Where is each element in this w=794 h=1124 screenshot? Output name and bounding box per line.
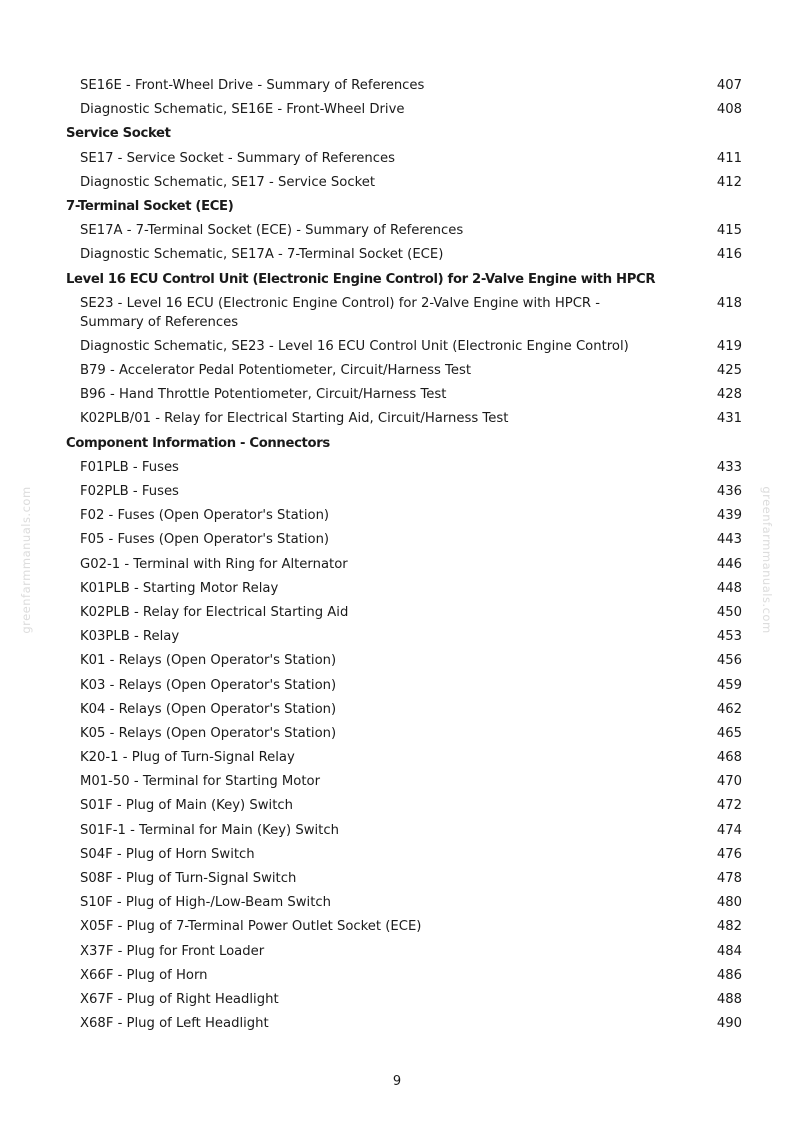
watermark-left: greenfarmmanuals.com xyxy=(19,486,33,634)
toc-entry[interactable] xyxy=(66,869,742,888)
toc-entry-page: 418 xyxy=(716,295,742,311)
toc-entry[interactable] xyxy=(66,772,742,791)
toc-entry[interactable] xyxy=(66,409,742,428)
toc-entry-title: 7-Terminal Socket (ECE) xyxy=(66,198,234,214)
toc-entry-title: X67F - Plug of Right Headlight xyxy=(80,991,279,1007)
toc-entry[interactable] xyxy=(66,627,742,646)
toc-entry-title: Diagnostic Schematic, SE17A - 7-Terminal Socket (ECE) xyxy=(80,247,444,263)
toc-entry-page: 465 xyxy=(716,725,742,741)
toc-entry[interactable] xyxy=(66,530,742,549)
toc-entry-page: 433 xyxy=(716,459,742,475)
toc-entry-title: X66F - Plug of Horn xyxy=(80,967,208,983)
toc-entry[interactable] xyxy=(66,942,742,961)
toc-entry-page: 480 xyxy=(716,895,742,911)
toc-entry-page: 448 xyxy=(716,580,742,596)
table-of-contents xyxy=(66,76,742,1038)
page-number: 9 xyxy=(392,1074,402,1089)
toc-entry-title: S04F - Plug of Horn Switch xyxy=(80,846,255,862)
toc-entry-title: F05 - Fuses (Open Operator's Station) xyxy=(80,532,330,548)
toc-entry[interactable] xyxy=(66,917,742,936)
toc-entry-title: S08F - Plug of Turn-Signal Switch xyxy=(80,871,297,886)
toc-entry[interactable] xyxy=(66,221,742,240)
toc-entry[interactable] xyxy=(66,1014,742,1033)
toc-entry[interactable] xyxy=(66,506,742,525)
toc-entry-title: SE23 - Level 16 ECU (Electronic Engine Control) for 2-Valve Engine with HPCR - Summary of References xyxy=(80,295,601,330)
toc-entry-page: 484 xyxy=(716,943,742,959)
toc-entry-title: X68F - Plug of Left Headlight xyxy=(80,1016,269,1032)
toc-entry[interactable] xyxy=(66,893,742,912)
toc-entry-title: SE16E - Front-Wheel Drive - Summary of References xyxy=(80,78,425,93)
toc-entry[interactable] xyxy=(66,990,742,1009)
toc-entry-title: F02PLB - Fuses xyxy=(80,484,179,499)
toc-entry-title: Level 16 ECU Control Unit (Electronic Engine Control) for 2-Valve Engine with HPCR xyxy=(66,271,656,287)
toc-entry-title: M01-50 - Terminal for Starting Motor xyxy=(80,774,320,790)
toc-entry-title: Service Socket xyxy=(66,126,171,142)
toc-entry[interactable] xyxy=(66,337,742,356)
toc-entry-title: K20-1 - Plug of Turn-Signal Relay xyxy=(80,750,295,766)
toc-entry-page: 431 xyxy=(716,411,742,427)
toc-entry-page: 428 xyxy=(716,387,742,403)
toc-entry-page: 459 xyxy=(716,677,742,693)
toc-entry[interactable] xyxy=(66,173,742,192)
toc-entry-page: 415 xyxy=(716,223,742,239)
toc-entry-page: 453 xyxy=(716,629,742,645)
toc-entry[interactable] xyxy=(66,361,742,380)
toc-entry[interactable] xyxy=(66,651,742,670)
toc-entry-page: 476 xyxy=(716,846,742,862)
toc-entry[interactable] xyxy=(66,294,742,332)
toc-entry[interactable] xyxy=(66,821,742,840)
toc-entry[interactable] xyxy=(66,700,742,719)
toc-entry-page: 443 xyxy=(716,532,742,548)
toc-entry-title: Component Information - Connectors xyxy=(66,435,330,451)
toc-section-heading xyxy=(66,434,742,453)
toc-entry-title: K01 - Relays (Open Operator's Station) xyxy=(80,653,337,669)
toc-entry-page: 482 xyxy=(716,919,742,935)
watermark-right: greenfarmmanuals.com xyxy=(760,486,774,634)
toc-entry-page: 407 xyxy=(716,78,742,93)
toc-entry[interactable] xyxy=(66,76,742,95)
toc-entry-page: 450 xyxy=(716,604,742,620)
toc-entry[interactable] xyxy=(66,676,742,695)
toc-entry-page: 474 xyxy=(716,822,742,838)
toc-entry[interactable] xyxy=(66,555,742,574)
toc-entry-page: 411 xyxy=(716,150,742,166)
toc-entry[interactable] xyxy=(66,385,742,404)
toc-entry-title: S01F-1 - Terminal for Main (Key) Switch xyxy=(80,822,339,838)
toc-entry-page: 478 xyxy=(716,871,742,886)
toc-entry[interactable] xyxy=(66,149,742,168)
toc-entry-page: 456 xyxy=(716,653,742,669)
toc-entry[interactable] xyxy=(66,482,742,501)
toc-entry[interactable] xyxy=(66,458,742,477)
toc-entry-title: S01F - Plug of Main (Key) Switch xyxy=(80,798,293,814)
toc-entry-title: SE17A - 7-Terminal Socket (ECE) - Summary of References xyxy=(80,223,464,239)
toc-entry-title: X37F - Plug for Front Loader xyxy=(80,943,265,959)
toc-entry-title: K01PLB - Starting Motor Relay xyxy=(80,580,279,596)
toc-entry-title: K05 - Relays (Open Operator's Station) xyxy=(80,725,337,741)
toc-entry-page: 468 xyxy=(716,750,742,766)
toc-entry-page: 436 xyxy=(716,484,742,499)
toc-entry-title: Diagnostic Schematic, SE23 - Level 16 ECU Control Unit (Electronic Engine Control) xyxy=(80,338,629,354)
toc-entry-page: 470 xyxy=(716,774,742,790)
toc-entry-page: 446 xyxy=(716,556,742,572)
toc-entry[interactable] xyxy=(66,579,742,598)
toc-entry-page: 472 xyxy=(716,798,742,814)
toc-entry[interactable] xyxy=(66,245,742,264)
toc-entry-title: K03 - Relays (Open Operator's Station) xyxy=(80,677,337,693)
toc-entry-title: G02-1 - Terminal with Ring for Alternator xyxy=(80,556,348,572)
toc-section-heading xyxy=(66,124,742,143)
toc-entry-title: B79 - Accelerator Pedal Potentiometer, Circuit/Harness Test xyxy=(80,363,472,379)
toc-entry-page: 439 xyxy=(716,508,742,524)
toc-entry-title: K03PLB - Relay xyxy=(80,629,180,645)
toc-entry-page: 419 xyxy=(716,338,742,354)
toc-entry[interactable] xyxy=(66,748,742,767)
toc-entry-title: Diagnostic Schematic, SE16E - Front-Wheel Drive xyxy=(80,102,405,118)
toc-entry-title: SE17 - Service Socket - Summary of References xyxy=(80,150,395,166)
toc-entry-title: Diagnostic Schematic, SE17 - Service Socket xyxy=(80,174,376,190)
toc-entry-title: B96 - Hand Throttle Potentiometer, Circuit/Harness Test xyxy=(80,387,447,403)
toc-entry-page: 488 xyxy=(716,991,742,1007)
toc-entry-page: 412 xyxy=(716,174,742,190)
toc-entry[interactable] xyxy=(66,100,742,119)
toc-entry-page: 462 xyxy=(716,701,742,717)
toc-section-heading xyxy=(66,270,742,289)
toc-entry[interactable] xyxy=(66,603,742,622)
toc-entry[interactable] xyxy=(66,796,742,815)
toc-entry-title: F02 - Fuses (Open Operator's Station) xyxy=(80,508,330,524)
toc-entry[interactable] xyxy=(66,724,742,743)
toc-entry-title: K04 - Relays (Open Operator's Station) xyxy=(80,701,337,717)
toc-entry-title: X05F - Plug of 7-Terminal Power Outlet Socket (ECE) xyxy=(80,919,422,935)
toc-section-heading xyxy=(66,197,742,216)
toc-entry-page: 416 xyxy=(716,247,742,263)
toc-entry-page: 486 xyxy=(716,967,742,983)
toc-entry-title: K02PLB - Relay for Electrical Starting Aid xyxy=(80,604,349,620)
toc-entry[interactable] xyxy=(66,966,742,985)
toc-entry-page: 425 xyxy=(716,363,742,379)
toc-entry-page: 490 xyxy=(716,1016,742,1032)
toc-entry[interactable] xyxy=(66,845,742,864)
toc-entry-title: K02PLB/01 - Relay for Electrical Starting Aid, Circuit/Harness Test xyxy=(80,411,509,427)
toc-entry-title: F01PLB - Fuses xyxy=(80,459,179,475)
toc-entry-page: 408 xyxy=(716,102,742,118)
toc-entry-title: S10F - Plug of High-/Low-Beam Switch xyxy=(80,895,331,911)
